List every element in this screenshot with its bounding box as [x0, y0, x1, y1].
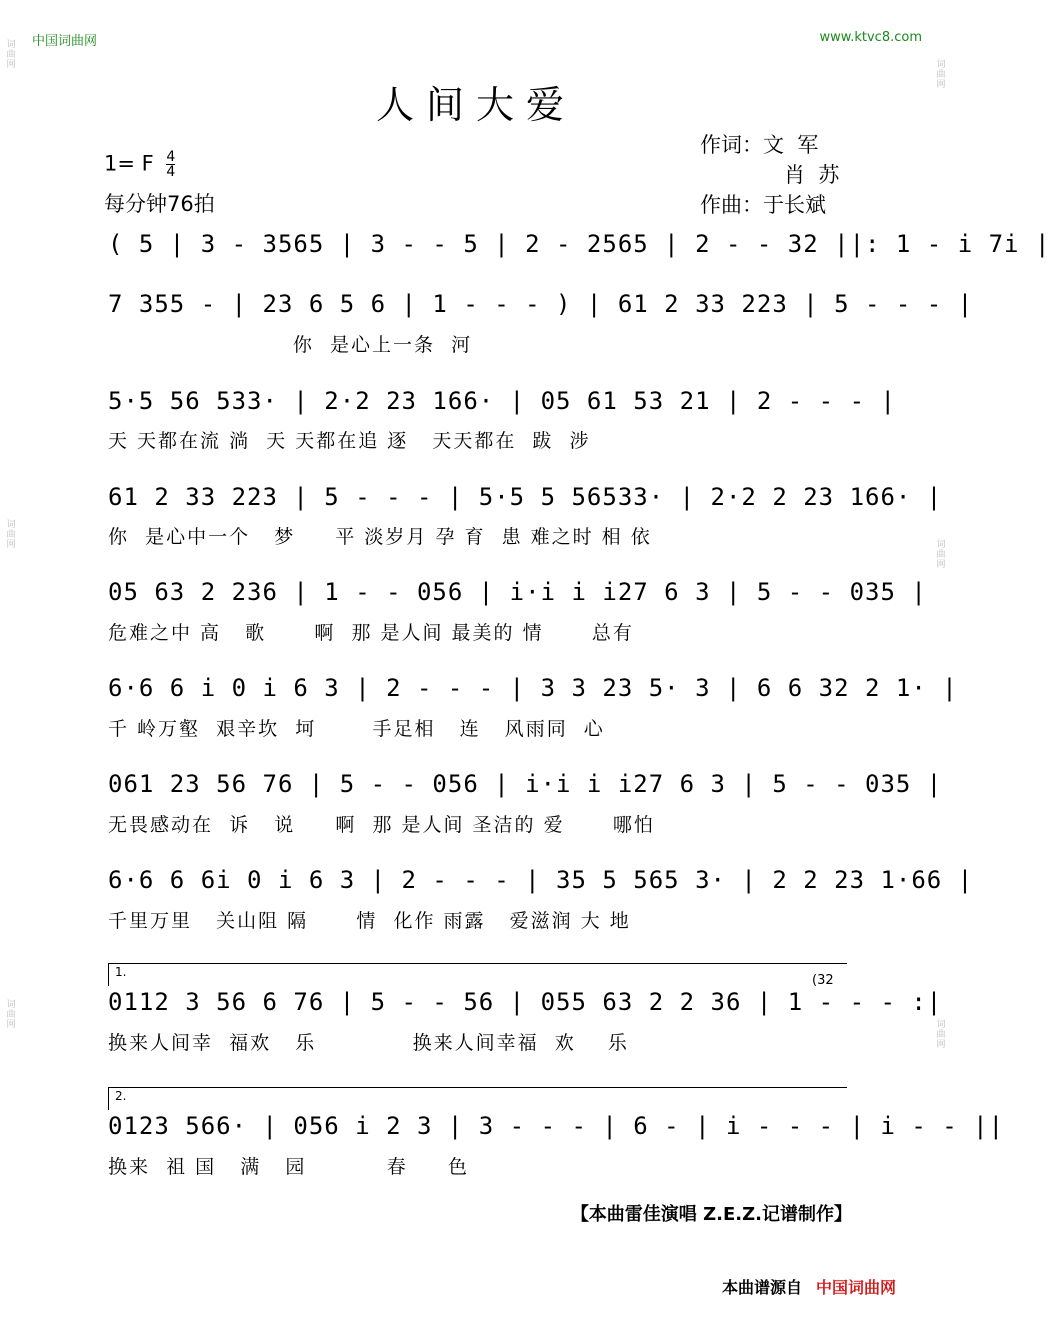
stave-1-notes: ( 5 | 3 - 3565 | 3 - - 5 | 2 - 2565 | 2 - - 32 ||: 1 - i 7i |	[108, 230, 1050, 258]
first-ending-label: 1.	[115, 965, 127, 979]
stave-2-lyrics: 你 是心上一条 河	[108, 334, 473, 356]
stave-3-lyrics: 天 天都在流 淌 天 天都在追 逐 天天都在 跋 涉	[108, 430, 591, 452]
watermark-right-3: 词 曲 网	[936, 1020, 946, 1050]
stave-7-lyrics: 无畏感动在 诉 说 啊 那 是人间 圣洁的 爱 哪怕	[108, 814, 655, 836]
composer-name: 于长斌	[763, 193, 826, 217]
stave-6-lyrics: 千 岭万壑 艰辛坎 坷 手足相 连 风雨同 心	[108, 718, 605, 740]
song-title: 人间大爱	[375, 83, 576, 127]
lyricist-label: 作词：	[700, 133, 763, 157]
lyricist-row-2	[700, 160, 839, 190]
stave-10-notes: 0123 566· | 056 i 2 3 | 3 - - - | 6 - | i - - - | i - - ||	[108, 1112, 1005, 1140]
stave-9-lyrics: 换来人间幸 福欢 乐 换来人间幸福 欢 乐	[108, 1032, 629, 1054]
site-url-right[interactable]: www.ktvc8.com	[819, 30, 922, 45]
source-line	[722, 1275, 896, 1298]
stave-8-notes: 6·6 6 6i 0 i 6 3 | 2 - - - | 35 5 565 3· | 2 2 23 1·66 |	[108, 866, 974, 894]
stave-7-notes: 061 23 56 76 | 5 - - 056 | i·i i i27 6 3 | 5 - - 035 |	[108, 770, 943, 798]
time-top: 4	[166, 149, 176, 165]
key-label: 1= F	[104, 151, 154, 176]
performer-note: 【本曲雷佳演唱 Z.E.Z.记谱制作】	[570, 1204, 852, 1225]
second-ending-bracket	[108, 1087, 847, 1110]
stave-9-notes: 0112 3 56 6 76 | 5 - - 56 | 055 63 2 2 36 | 1 - - - :|	[108, 988, 943, 1016]
stave-10-lyrics: 换来 祖 国 满 园 春 色	[108, 1156, 469, 1178]
watermark-left: 词 曲 网	[6, 40, 16, 70]
time-signature	[166, 150, 175, 179]
stave-8-lyrics: 千里万里 关山阻 隔 情 化作 雨露 爱滋润 大 地	[108, 910, 631, 932]
source-label: 本曲谱源自	[722, 1278, 803, 1297]
stave-5-lyrics: 危难之中 高 歌 啊 那 是人间 最美的 情 总有	[108, 622, 634, 644]
watermark-right: 词 曲 网	[936, 60, 946, 90]
watermark-right-2: 词 曲 网	[936, 540, 946, 570]
stave-5-notes: 05 63 2 236 | 1 - - 056 | i·i i i27 6 3 | 5 - - 035 |	[108, 578, 927, 606]
second-ending-label: 2.	[115, 1089, 127, 1103]
credits	[700, 130, 839, 220]
stave-6-notes: 6·6 6 i 0 i 6 3 | 2 - - - | 3 3 23 5· 3 | 6 6 32 2 1· |	[108, 674, 958, 702]
watermark-left-2: 词 曲 网	[6, 520, 16, 550]
composer-label: 作曲：	[700, 193, 763, 217]
watermark-left-3: 词 曲 网	[6, 1000, 16, 1030]
site-name-left[interactable]: 中国词曲网	[32, 34, 98, 49]
lyricist-row	[700, 130, 839, 160]
lyricist-name-2: 肖 苏	[784, 163, 840, 187]
key-signature	[104, 150, 175, 179]
first-ending-bracket	[108, 963, 847, 986]
lyricist-name-1: 文 军	[763, 133, 819, 157]
stave-4-lyrics: 你 是心中一个 梦 平 淡岁月 孕 育 患 难之时 相 依	[108, 526, 652, 548]
source-brand-link[interactable]: 中国词曲网	[816, 1278, 897, 1297]
repeat-note: (32	[812, 973, 834, 988]
stave-4-notes: 61 2 33 223 | 5 - - - | 5·5 5 56533· | 2·2 2 23 166· |	[108, 483, 943, 511]
time-bottom: 4	[166, 164, 176, 180]
tempo-label: 每分钟76拍	[104, 192, 215, 216]
stave-2-notes: 7 355 - | 23 6 5 6 | 1 - - - ) | 61 2 33 223 | 5 - - - |	[108, 290, 974, 318]
stave-3-notes: 5·5 56 533· | 2·2 23 166· | 05 61 53 21 | 2 - - - |	[108, 387, 896, 415]
composer-row	[700, 190, 839, 220]
